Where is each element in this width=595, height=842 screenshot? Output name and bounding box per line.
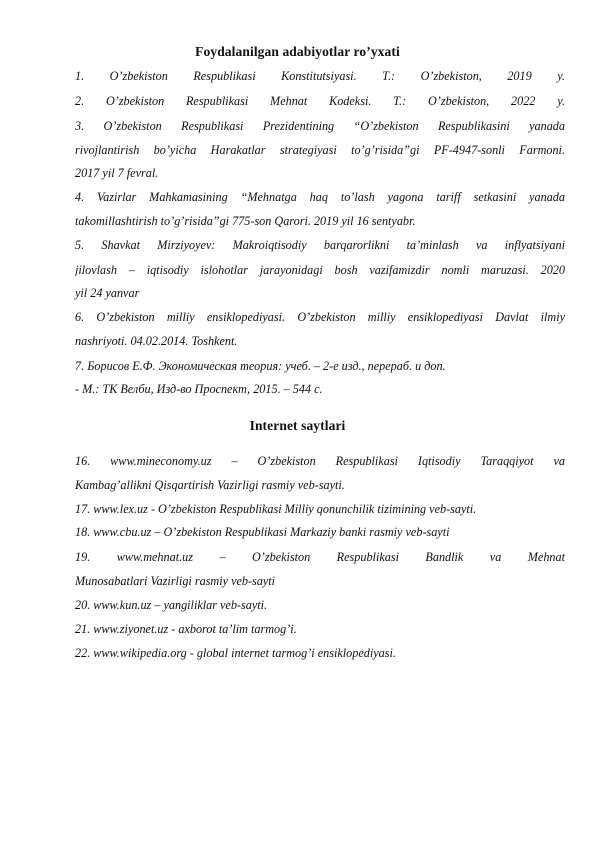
internet-line: 17. www.lex.uz - O’zbekiston Respublikasi Milliy qonunchilik tizimining veb-sayti. bbox=[75, 502, 477, 516]
internet-sites-title: Internet saytlari bbox=[249, 418, 346, 433]
internet-line: 22. www.wikipedia.org - global internet tarmog’i ensiklopediyasi. bbox=[75, 646, 396, 660]
internet-line: 21. www.ziyonet.uz - axborot ta’lim tarmog’i. bbox=[75, 622, 297, 636]
reference-line: nashriyoti. 04.02.2014. Toshkent. bbox=[75, 334, 238, 348]
internet-line: 19. www.mehnat.uz – O’zbekiston Respublikasi Bandlik va Mehnat bbox=[75, 550, 565, 564]
reference-line: 2017 yil 7 fevral. bbox=[75, 166, 159, 180]
reference-line: 6. O’zbekiston milliy ensiklopediyasi. O’zbekiston milliy ensiklopediyasi Davlat ilmiy bbox=[75, 310, 565, 324]
internet-line: 18. www.cbu.uz – O’zbekiston Respublikasi Markaziy banki rasmiy veb-sayti bbox=[75, 525, 450, 539]
reference-line: jilovlash – iqtisodiy islohotlar jarayonidagi bosh vazifamizdir nomli maruzasi. 2020 bbox=[75, 263, 565, 277]
reference-line: yil 24 yanvar bbox=[75, 286, 140, 300]
internet-line: 16. www.mineconomy.uz – O’zbekiston Respublikasi Iqtisodiy Taraqqiyot va bbox=[75, 454, 565, 468]
reference-line: 7. Борисов Е.Ф. Экономическая теория: учеб. – 2-е изд., перераб. и доп. bbox=[75, 359, 446, 373]
references-title: Foydalanilgan adabiyotlar ro’yxati bbox=[195, 44, 400, 59]
reference-line: rivojlantirish bo’yicha Harakatlar strategiyasi to’g’risida”gi PF-4947-sonli Farmoni. bbox=[75, 143, 565, 157]
reference-line: 2. O’zbekiston Respublikasi Mehnat Kodeksi. T.: O’zbekiston, 2022 y. bbox=[75, 94, 565, 108]
reference-line: 5. Shavkat Mirziyoyev: Makroiqtisodiy barqarorlikni ta’minlash va inflyatsiyani bbox=[75, 238, 565, 252]
reference-line: 3. O’zbekiston Respublikasi Prezidentining “O’zbekiston Respublikasini yanada bbox=[75, 119, 565, 133]
reference-line: 1. O’zbekiston Respublikasi Konstitutsiyasi. T.: O’zbekiston, 2019 y. bbox=[75, 69, 565, 83]
reference-line: 4. Vazirlar Mahkamasining “Mehnatga haq to’lash yagona tariff setkasini yanada bbox=[75, 190, 565, 204]
reference-line: - М.: ТК Велби, Изд-во Проспект, 2015. – 544 с. bbox=[75, 382, 323, 396]
internet-line: Munosabatlari Vazirligi rasmiy veb-sayti bbox=[75, 574, 276, 588]
reference-line: takomillashtirish to’g’risida”gi 775-son Qarori. 2019 yil 16 sentyabr. bbox=[75, 214, 416, 228]
internet-line: Kambag’allikni Qisqartirish Vazirligi rasmiy veb-sayti. bbox=[75, 478, 345, 492]
internet-line: 20. www.kun.uz – yangiliklar veb-sayti. bbox=[75, 598, 268, 612]
